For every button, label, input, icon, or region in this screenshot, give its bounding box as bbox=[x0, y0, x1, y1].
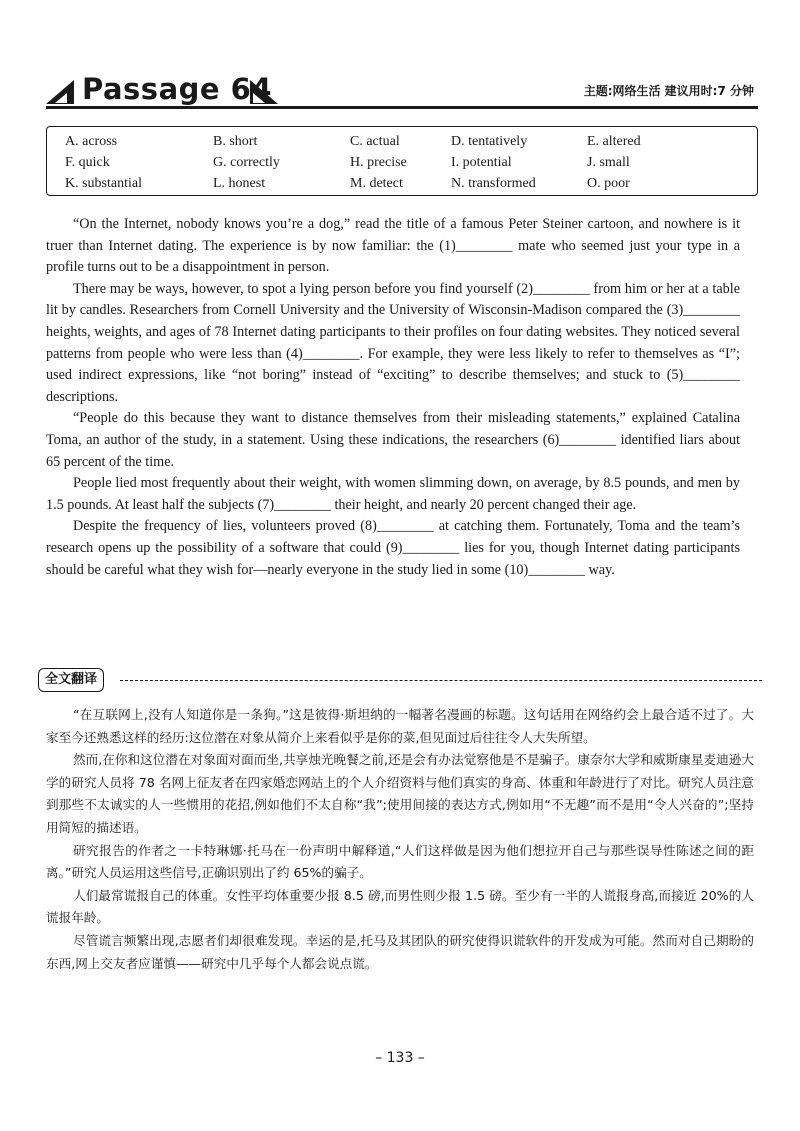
word-option: L. honest bbox=[213, 175, 266, 191]
word-option: I. potential bbox=[451, 154, 512, 170]
translation-paragraph: 研究报告的作者之一卡特琳娜·托马在一份声明中解释道,“人们这样做是因为他们想拉开自己与那些误导性陈述之间的距离。”研究人员运用这些信号,正确识别出了约 65%的骗子。 bbox=[46, 842, 754, 881]
translation-label: 全文翻译 bbox=[38, 668, 104, 692]
blank-8: (8)________ bbox=[360, 518, 434, 535]
passage-paragraph-2: There may be ways, however, to spot a lying person before you find yourself (2)________ from him or her at a table lit by candles. Researchers from Cornell University and the University of Wisconsin-Madison compared the (3)________ heights, weights, and ages of 78 Internet dating participants to their profiles on four dating websites. They noticed several patterns from people who were less than (4)________. For example, they were less likely to refer to themselves as “I”; used indirect expressions, like “not boring” instead of “exciting” to describe themselves; and stuck to (5)________ descriptions. bbox=[46, 280, 740, 405]
word-option: E. altered bbox=[587, 133, 641, 149]
word-option: K. substantial bbox=[65, 175, 142, 191]
word-bank bbox=[46, 126, 758, 196]
blank-10: (10)________ bbox=[504, 561, 585, 578]
word-option: G. correctly bbox=[213, 154, 280, 170]
word-bank-row bbox=[65, 173, 757, 194]
translation-header bbox=[38, 668, 762, 692]
blank-7: (7)________ bbox=[257, 496, 331, 513]
blank-4: (4)________ bbox=[286, 345, 360, 362]
translation-paragraph: 尽管谎言频繁出现,志愿者们却很难发现。幸运的是,托马及其团队的研究使得识谎软件的开发成为可能。然而对自己期盼的东西,网上交友者应谨慎——研究中几乎每个人都会说点谎。 bbox=[46, 932, 754, 971]
dashed-divider bbox=[120, 680, 762, 681]
word-option: C. actual bbox=[350, 133, 400, 149]
topic-and-time: 主题:网络生活 建议用时:7 分钟 bbox=[583, 84, 754, 98]
blank-3: (3)________ bbox=[666, 302, 740, 319]
passage-header bbox=[46, 70, 758, 110]
translation-paragraph: 人们最常谎报自己的体重。女性平均体重要少报 8.5 磅,而男性则少报 1.5 磅。至少有一半的人谎报身高,而接近 20%的人谎报年龄。 bbox=[46, 887, 754, 926]
header-rule bbox=[46, 106, 758, 109]
word-option: M. detect bbox=[350, 175, 403, 191]
word-option: J. small bbox=[587, 154, 630, 170]
word-option: D. tentatively bbox=[451, 133, 528, 149]
passage-paragraph-3: “People do this because they want to distance themselves from their misleading statements,” explained Catalina Toma, an author of the study, in a statement. Using these indications, the researchers (6)________ identified liars about 65 percent of the time. bbox=[46, 410, 740, 470]
word-option: H. precise bbox=[350, 154, 407, 170]
blank-2: (2)________ bbox=[516, 280, 590, 297]
translation-paragraph: 然而,在你和这位潜在对象面对面而坐,共享烛光晚餐之前,还是会有办法觉察他是不是骗子。康奈尔大学和威斯康星麦迪逊大学的研究人员将 78 名网上征友者在四家婚恋网站上的个人介绍资料与他们真实的身高、体重和年龄进行了对比。研究人员注意到那些不太诚实的人一些惯用的花招,例如他们不太自称“我”;使用间接的表达方式,例如用“不无趣”而不是用“令人兴奋的”;坚持用简短的描述语。 bbox=[46, 752, 754, 835]
word-bank-row bbox=[65, 152, 757, 173]
blank-6: (6)________ bbox=[542, 431, 617, 448]
translation-body bbox=[46, 704, 754, 975]
word-bank-row bbox=[65, 131, 757, 152]
word-option: A. across bbox=[65, 133, 118, 149]
translation-paragraph: “在互联网上,没有人知道你是一条狗。”这是彼得·斯坦纳的一幅著名漫画的标题。这句话用在网络约会上最合适不过了。大家至今还熟悉这样的经历:这位潜在对象从简介上来看似乎是你的菜,但见面过后往往令人大失所望。 bbox=[46, 707, 754, 745]
passage-paragraph-5: Despite the frequency of lies, volunteers proved (8)________ at catching them. Fortunately, Toma and the team’s research opens up the possibility of a software that could (9)________ lies for you, though Internet dating participants should be careful what they wish for—nearly everyone in the study lied in some (10)________ way. bbox=[46, 518, 740, 578]
blank-1: (1)________ bbox=[439, 237, 513, 254]
passage-paragraph-4: People lied most frequently about their weight, with women slimming down, on average, by 8.5 pounds, and men by 1.5 pounds. At least half the subjects (7)________ their height, and nearly 20 percent changed their age. bbox=[46, 475, 740, 513]
word-option: N. transformed bbox=[451, 175, 536, 191]
word-option: O. poor bbox=[587, 175, 630, 191]
passage-paragraph-1: “On the Internet, nobody knows you’re a dog,” read the title of a famous Peter Steiner cartoon, and nowhere is it truer than Internet dating. The experience is by now familiar: the (1)________ mate who seemed just your type in a profile turns out to be a disappointment in person. bbox=[46, 216, 740, 276]
word-option: F. quick bbox=[65, 154, 110, 170]
passage-body bbox=[46, 214, 740, 581]
word-option: B. short bbox=[213, 133, 258, 149]
passage-title: Passage 64 bbox=[82, 72, 273, 106]
page-number: – 133 – bbox=[375, 1050, 425, 1066]
blank-5: (5)________ bbox=[666, 367, 740, 384]
blank-9: (9)________ bbox=[385, 539, 460, 556]
